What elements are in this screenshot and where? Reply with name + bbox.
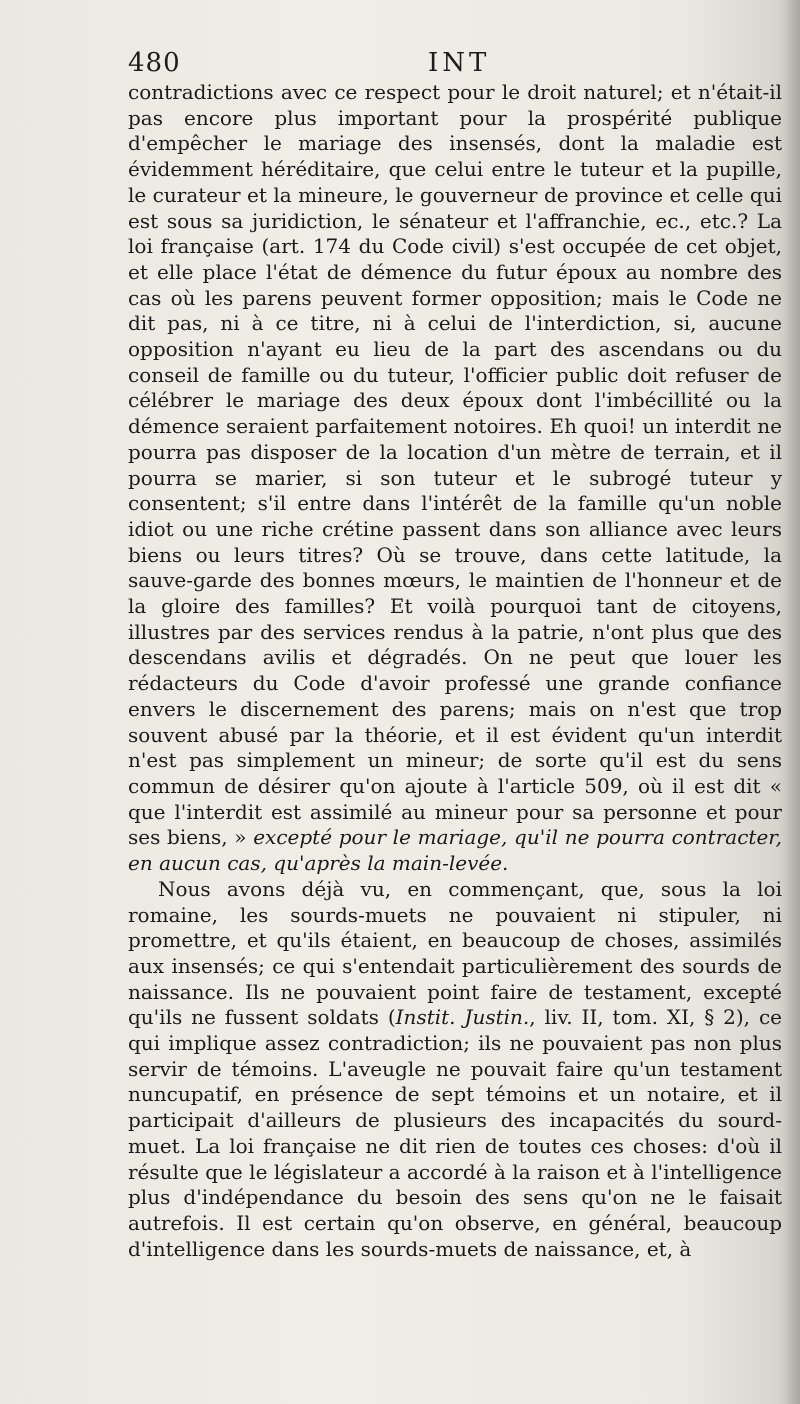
page-header bbox=[128, 48, 768, 82]
page-edge-shadow bbox=[784, 0, 800, 1404]
body-text bbox=[128, 80, 782, 1262]
running-head: INT bbox=[428, 48, 491, 78]
paragraph-2 bbox=[128, 877, 782, 1263]
paragraph-1-italic-text: excepté pour le mariage, qu'il ne pourra contracter, en aucun cas, qu'après la main-levée. bbox=[128, 825, 783, 876]
page-number: 480 bbox=[128, 48, 181, 78]
paragraph-1 bbox=[128, 80, 782, 877]
paragraph-1-text: contradictions avec ce respect pour le droit naturel; et n'était-il pas encore plus important pour la prospérité publique d'empêcher le mariage des insensés, dont la maladie est évidemment héréditaire, que celui entre le tuteur et la pupille, le curateur et la mineure, le gouverneur de province et celle qui est sous sa juridiction, le sénateur et l'affranchie, ec., etc.? La loi française (art. 174 du Code civil) s'est occupée de cet objet, et elle place l'état de démence du futur époux au nombre des cas où les parens peuvent former opposition; mais le Code ne dit pas, ni à ce titre, ni à celui de l'interdiction, si, aucune opposition n'ayant eu lieu de la part des ascendans ou du conseil de famille ou du tuteur, l'officier public doit refuser de célébrer le mariage des deux époux dont l'imbécillité ou la démence seraient parfaitement notoires. Eh quoi! un interdit ne pourra pas disposer de la location d'un mètre de terrain, et il pourra se marier, si son tuteur et le subrogé tuteur y consentent; s'il entre dans l'intérêt de la famille qu'un noble idiot ou une riche crétine passent dans son alliance avec leurs biens ou leurs titres? Où se trouve, dans cette latitude, la sauve-garde des bonnes mœurs, le maintien de l'honneur et de la gloire des familles? Et voilà pourquoi tant de citoyens, illustres par des services rendus à la patrie, n'ont plus que des descendans avilis et dégradés. On ne peut que louer les rédacteurs du Code d'avoir professé une grande confiance envers le discernement des parens; mais on n'est que trop souvent abusé par la théorie, et il est évident qu'un interdit n'est pas simplement un mineur; de sorte qu'il est du sens commun de désirer qu'on ajoute à l'article 509, où il est dit « que l'interdit est assimilé au mineur pour sa personne et pour ses biens, » bbox=[128, 80, 782, 850]
paragraph-2-text-b: , liv. II, tom. XI, § 2), ce qui implique assez contradiction; ils ne pouvaient pas non plus servir de témoins. L'aveugle ne pouvait faire qu'un testament nuncupatif, en présence de sept témoins et un notaire, et il participait d'ailleurs de plusieurs des incapacités du sourd-muet. La loi française ne dit rien de toutes ces choses: d'où il résulte que le législateur a accordé à la raison et à l'intelligence plus d'indépendance du besoin des sens qu'on ne le faisait autrefois. Il est certain qu'on observe, en général, beaucoup d'intelligence dans les sourds-muets de naissance, et, à bbox=[128, 1005, 782, 1261]
citation: Instit. Justin. bbox=[395, 1005, 530, 1030]
paragraph-2-text-a: Nous avons déjà vu, en commençant, que, sous la loi romaine, les sourds-muets ne pouvaient ni stipuler, ni promettre, et qu'ils étaient, en beaucoup de choses, assimilés aux insensés; ce qui s'entendait particulièrement des sourds de naissance. Ils ne pouvaient point faire de testament, excepté qu'ils ne fussent soldats ( bbox=[128, 876, 782, 1030]
